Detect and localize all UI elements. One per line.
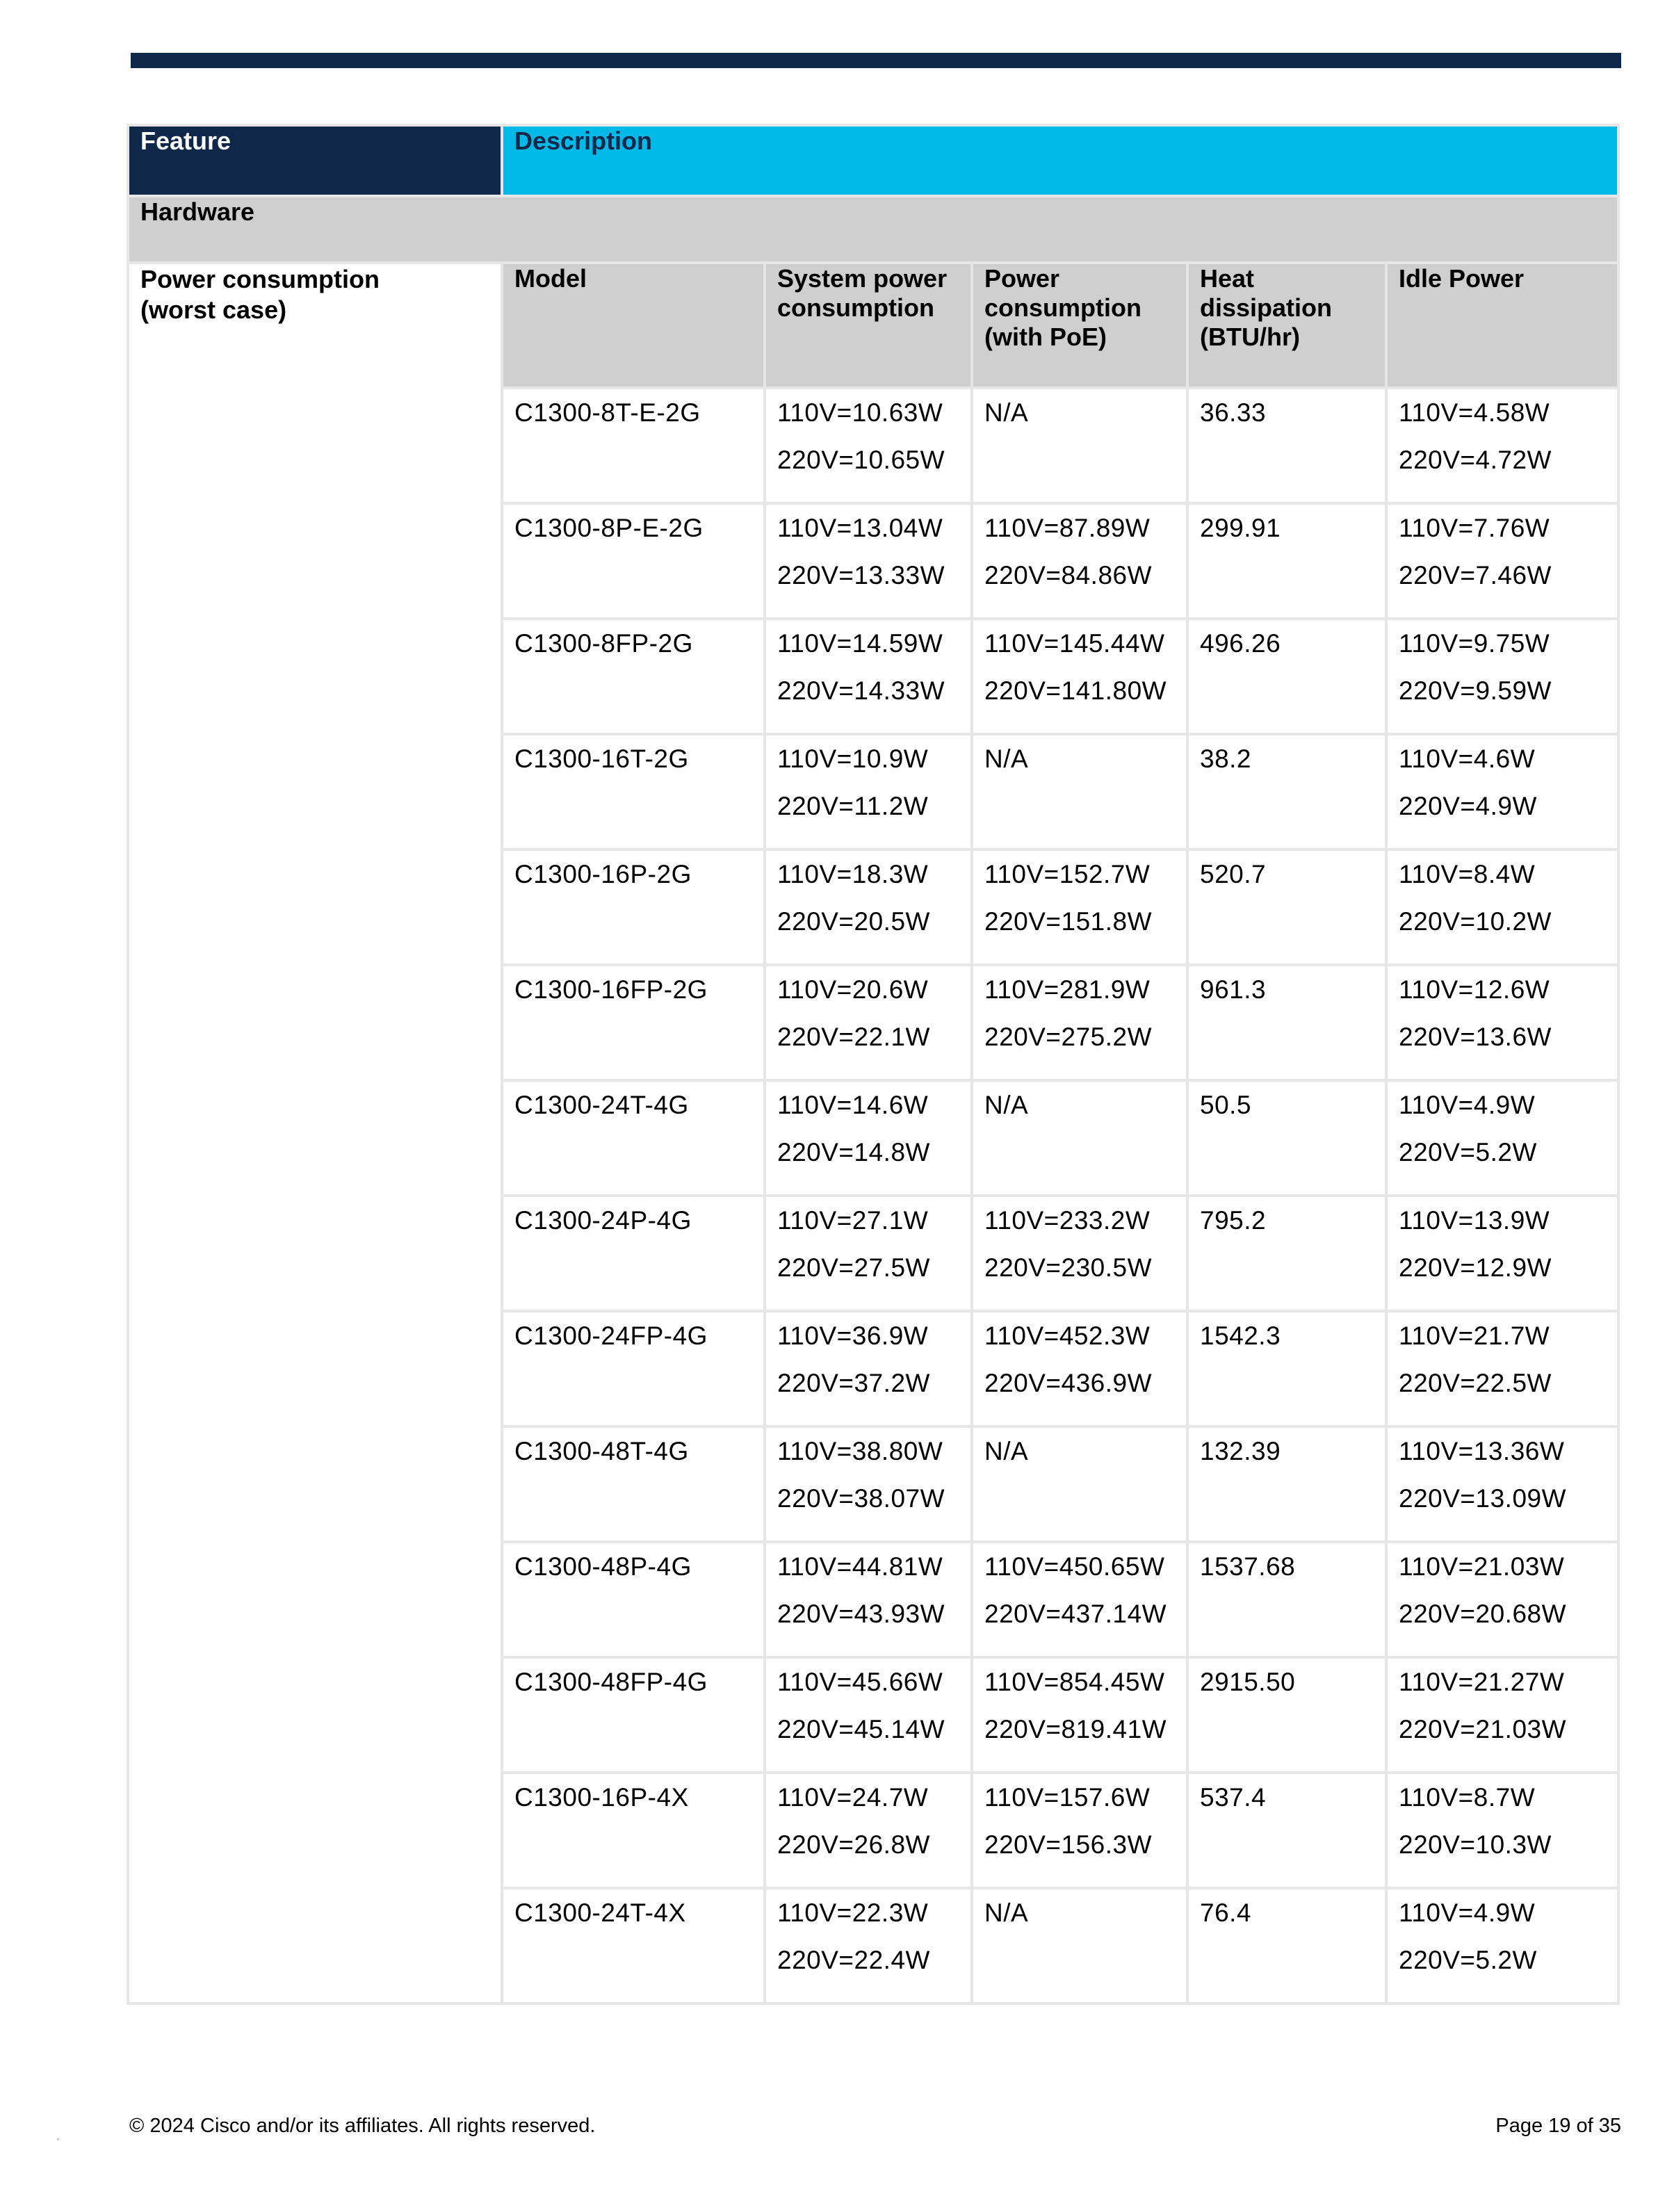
heat-dissipation-cell bbox=[1187, 1773, 1386, 1888]
cell-value: C1300-16T-2G bbox=[514, 745, 689, 773]
section-row bbox=[128, 196, 1618, 263]
idle-power-cell bbox=[1386, 619, 1618, 734]
idle-power-cell bbox=[1386, 1542, 1618, 1657]
cell-value: 110V=9.75W bbox=[1399, 629, 1550, 658]
cell-value: 220V=45.14W bbox=[777, 1715, 945, 1743]
page-number: Page 19 of 35 bbox=[1495, 2115, 1621, 2137]
cell-value: 220V=20.5W bbox=[777, 907, 930, 936]
model-column-header bbox=[502, 263, 765, 388]
power-header-row bbox=[128, 263, 1618, 388]
cell-value: C1300-24T-4G bbox=[514, 1091, 689, 1119]
cell-value: 110V=38.80W bbox=[777, 1437, 943, 1465]
cell-value: 110V=21.27W bbox=[1399, 1668, 1565, 1696]
feature-column-header: Feature bbox=[128, 125, 502, 196]
model-cell bbox=[502, 503, 765, 619]
poe-power-cell bbox=[972, 1542, 1187, 1657]
cell-value: 110V=10.9W bbox=[777, 745, 929, 773]
heat-dissipation-cell bbox=[1187, 965, 1386, 1080]
column-header-line: System power bbox=[777, 264, 948, 293]
model-cell bbox=[502, 1542, 765, 1657]
cell-value: 110V=152.7W bbox=[984, 860, 1151, 888]
cell-value: 110V=233.2W bbox=[984, 1206, 1151, 1235]
cell-value: 220V=819.41W bbox=[984, 1715, 1167, 1743]
heat-dissipation-cell bbox=[1187, 1426, 1386, 1542]
heat-dissipation-cell bbox=[1187, 1657, 1386, 1773]
poe-power-cell bbox=[972, 1657, 1187, 1773]
cell-value: 220V=9.59W bbox=[1399, 676, 1552, 705]
cell-value: 220V=10.65W bbox=[777, 446, 945, 474]
system-power-cell bbox=[765, 734, 972, 849]
cell-value: 110V=281.9W bbox=[984, 975, 1151, 1004]
heat-dissipation-cell bbox=[1187, 619, 1386, 734]
cell-value: 110V=44.81W bbox=[777, 1552, 943, 1581]
system-power-cell bbox=[765, 503, 972, 619]
cell-value: 38.2 bbox=[1200, 745, 1252, 773]
idle-power-cell bbox=[1386, 1196, 1618, 1311]
column-header-line: dissipation bbox=[1200, 293, 1333, 322]
cell-value: 220V=436.9W bbox=[984, 1369, 1153, 1397]
system-power-cell bbox=[765, 849, 972, 965]
cell-value: C1300-48P-4G bbox=[514, 1552, 692, 1581]
poe-power-column-header bbox=[972, 263, 1187, 388]
model-cell bbox=[502, 1773, 765, 1888]
cell-value: 110V=14.59W bbox=[777, 629, 943, 658]
cell-value: 110V=27.1W bbox=[777, 1206, 929, 1235]
system-power-cell bbox=[765, 1888, 972, 2003]
cell-value: 220V=13.33W bbox=[777, 561, 945, 589]
cell-value: 220V=84.86W bbox=[984, 561, 1153, 589]
cell-value: 220V=13.09W bbox=[1399, 1484, 1567, 1513]
model-cell bbox=[502, 388, 765, 503]
cell-value: 1542.3 bbox=[1200, 1321, 1281, 1350]
heat-dissipation-column-header bbox=[1187, 263, 1386, 388]
cell-value: 537.4 bbox=[1200, 1783, 1267, 1812]
cell-value: 110V=18.3W bbox=[777, 860, 929, 888]
cell-value: 220V=4.9W bbox=[1399, 792, 1537, 820]
cell-value: 220V=11.2W bbox=[777, 792, 929, 820]
idle-power-cell bbox=[1386, 1311, 1618, 1426]
heat-dissipation-cell bbox=[1187, 1196, 1386, 1311]
cell-value: 220V=10.2W bbox=[1399, 907, 1552, 936]
cell-value: 132.39 bbox=[1200, 1437, 1281, 1465]
cell-value: 110V=8.4W bbox=[1399, 860, 1536, 888]
column-header-line: consumption bbox=[777, 293, 934, 322]
system-power-cell bbox=[765, 1542, 972, 1657]
cell-value: C1300-24P-4G bbox=[514, 1206, 692, 1235]
cell-value: 110V=4.9W bbox=[1399, 1091, 1536, 1119]
poe-power-cell bbox=[972, 1311, 1187, 1426]
cell-value: C1300-16FP-2G bbox=[514, 975, 708, 1004]
hardware-spec-table bbox=[127, 124, 1620, 2005]
poe-power-cell bbox=[972, 1426, 1187, 1542]
cell-value: 220V=21.03W bbox=[1399, 1715, 1567, 1743]
idle-power-cell bbox=[1386, 1888, 1618, 2003]
poe-power-cell bbox=[972, 619, 1187, 734]
cell-value: 110V=10.63W bbox=[777, 398, 943, 427]
cell-value: 110V=7.76W bbox=[1399, 514, 1550, 542]
description-column-header: Description bbox=[502, 125, 1618, 196]
cell-value: 110V=36.9W bbox=[777, 1321, 929, 1350]
model-cell bbox=[502, 1080, 765, 1196]
cell-value: 110V=13.04W bbox=[777, 514, 943, 542]
cell-value: 220V=156.3W bbox=[984, 1830, 1153, 1859]
cell-value: N/A bbox=[984, 745, 1029, 773]
cell-value: 220V=7.46W bbox=[1399, 561, 1552, 589]
poe-power-cell bbox=[972, 1196, 1187, 1311]
model-cell bbox=[502, 965, 765, 1080]
cell-value: N/A bbox=[984, 1898, 1029, 1927]
model-cell bbox=[502, 1888, 765, 2003]
cell-value: 220V=5.2W bbox=[1399, 1946, 1537, 1974]
cell-value: 110V=12.6W bbox=[1399, 975, 1550, 1004]
copyright-text: © 2024 Cisco and/or its affiliates. All rights reserved. bbox=[129, 2115, 596, 2137]
cell-value: 110V=22.3W bbox=[777, 1898, 929, 1927]
page-mark bbox=[57, 2138, 59, 2140]
cell-value: 220V=22.4W bbox=[777, 1946, 930, 1974]
model-cell bbox=[502, 1196, 765, 1311]
cell-value: 220V=4.72W bbox=[1399, 446, 1552, 474]
cell-value: C1300-48FP-4G bbox=[514, 1668, 708, 1696]
cell-value: 299.91 bbox=[1200, 514, 1281, 542]
system-power-cell bbox=[765, 619, 972, 734]
cell-value: 110V=13.9W bbox=[1399, 1206, 1550, 1235]
idle-power-cell bbox=[1386, 1426, 1618, 1542]
idle-power-cell bbox=[1386, 849, 1618, 965]
cell-value: C1300-48T-4G bbox=[514, 1437, 689, 1465]
cell-value: C1300-8T-E-2G bbox=[514, 398, 701, 427]
cell-value: N/A bbox=[984, 398, 1029, 427]
cell-value: C1300-8FP-2G bbox=[514, 629, 693, 658]
poe-power-cell bbox=[972, 734, 1187, 849]
cell-value: 110V=4.58W bbox=[1399, 398, 1550, 427]
heat-dissipation-cell bbox=[1187, 1888, 1386, 2003]
top-accent-bar bbox=[131, 53, 1621, 68]
column-header-line: (with PoE) bbox=[984, 323, 1107, 351]
idle-power-cell bbox=[1386, 1657, 1618, 1773]
cell-value: 76.4 bbox=[1200, 1898, 1252, 1927]
heat-dissipation-cell bbox=[1187, 1311, 1386, 1426]
system-power-cell bbox=[765, 388, 972, 503]
feature-label-line: Power consumption bbox=[140, 265, 380, 293]
cell-value: 220V=10.3W bbox=[1399, 1830, 1552, 1859]
heat-dissipation-cell bbox=[1187, 388, 1386, 503]
cell-value: 220V=14.8W bbox=[777, 1138, 930, 1166]
model-cell bbox=[502, 734, 765, 849]
cell-value: 110V=452.3W bbox=[984, 1321, 1151, 1350]
column-header-line: Power bbox=[984, 264, 1060, 293]
poe-power-cell bbox=[972, 1080, 1187, 1196]
poe-power-cell bbox=[972, 388, 1187, 503]
cell-value: 220V=437.14W bbox=[984, 1600, 1167, 1628]
system-power-cell bbox=[765, 1426, 972, 1542]
cell-value: 110V=8.7W bbox=[1399, 1783, 1536, 1812]
column-header-line: consumption bbox=[984, 293, 1141, 322]
column-header-line: Heat bbox=[1200, 264, 1255, 293]
cell-value: 220V=20.68W bbox=[1399, 1600, 1567, 1628]
cell-value: 795.2 bbox=[1200, 1206, 1267, 1235]
cell-value: 520.7 bbox=[1200, 860, 1267, 888]
cell-value: 220V=38.07W bbox=[777, 1484, 945, 1513]
cell-value: 220V=14.33W bbox=[777, 676, 945, 705]
idle-power-cell bbox=[1386, 1773, 1618, 1888]
system-power-cell bbox=[765, 1311, 972, 1426]
idle-power-cell bbox=[1386, 965, 1618, 1080]
cell-value: 220V=151.8W bbox=[984, 907, 1153, 936]
model-cell bbox=[502, 1426, 765, 1542]
heat-dissipation-cell bbox=[1187, 1542, 1386, 1657]
system-power-cell bbox=[765, 1657, 972, 1773]
cell-value: 220V=275.2W bbox=[984, 1023, 1153, 1051]
cell-value: 2915.50 bbox=[1200, 1668, 1296, 1696]
cell-value: 110V=450.65W bbox=[984, 1552, 1165, 1581]
cell-value: 220V=13.6W bbox=[1399, 1023, 1552, 1051]
idle-power-cell bbox=[1386, 503, 1618, 619]
heat-dissipation-cell bbox=[1187, 734, 1386, 849]
column-header-line: Idle Power bbox=[1399, 264, 1525, 293]
cell-value: 110V=14.6W bbox=[777, 1091, 929, 1119]
idle-power-cell bbox=[1386, 388, 1618, 503]
cell-value: 110V=854.45W bbox=[984, 1668, 1165, 1696]
cell-value: C1300-24T-4X bbox=[514, 1898, 686, 1927]
column-header-line: Model bbox=[514, 264, 587, 293]
cell-value: 110V=21.03W bbox=[1399, 1552, 1565, 1581]
cell-value: 36.33 bbox=[1200, 398, 1267, 427]
cell-value: 496.26 bbox=[1200, 629, 1281, 658]
cell-value: 110V=21.7W bbox=[1399, 1321, 1550, 1350]
poe-power-cell bbox=[972, 849, 1187, 965]
cell-value: 220V=37.2W bbox=[777, 1369, 930, 1397]
cell-value: 220V=43.93W bbox=[777, 1600, 945, 1628]
cell-value: C1300-8P-E-2G bbox=[514, 514, 704, 542]
cell-value: N/A bbox=[984, 1091, 1029, 1119]
system-power-cell bbox=[765, 1773, 972, 1888]
cell-value: 110V=87.89W bbox=[984, 514, 1151, 542]
model-cell bbox=[502, 849, 765, 965]
section-title: Hardware bbox=[128, 196, 1618, 263]
cell-value: 220V=22.5W bbox=[1399, 1369, 1552, 1397]
model-cell bbox=[502, 1657, 765, 1773]
cell-value: 1537.68 bbox=[1200, 1552, 1296, 1581]
cell-value: C1300-24FP-4G bbox=[514, 1321, 708, 1350]
cell-value: 110V=145.44W bbox=[984, 629, 1165, 658]
idle-power-column-header bbox=[1386, 263, 1618, 388]
cell-value: 220V=22.1W bbox=[777, 1023, 930, 1051]
table-header-row bbox=[128, 125, 1618, 196]
heat-dissipation-cell bbox=[1187, 503, 1386, 619]
cell-value: 220V=141.80W bbox=[984, 676, 1167, 705]
feature-label-line: (worst case) bbox=[140, 295, 287, 324]
system-power-cell bbox=[765, 965, 972, 1080]
cell-value: 110V=24.7W bbox=[777, 1783, 929, 1812]
cell-value: 50.5 bbox=[1200, 1091, 1252, 1119]
poe-power-cell bbox=[972, 503, 1187, 619]
heat-dissipation-cell bbox=[1187, 849, 1386, 965]
cell-value: 110V=4.6W bbox=[1399, 745, 1536, 773]
poe-power-cell bbox=[972, 1888, 1187, 2003]
cell-value: 220V=27.5W bbox=[777, 1253, 930, 1282]
cell-value: N/A bbox=[984, 1437, 1029, 1465]
cell-value: 220V=230.5W bbox=[984, 1253, 1153, 1282]
cell-value: 110V=20.6W bbox=[777, 975, 929, 1004]
cell-value: 220V=5.2W bbox=[1399, 1138, 1537, 1166]
idle-power-cell bbox=[1386, 1080, 1618, 1196]
cell-value: 110V=4.9W bbox=[1399, 1898, 1536, 1927]
system-power-cell bbox=[765, 1080, 972, 1196]
poe-power-cell bbox=[972, 965, 1187, 1080]
heat-dissipation-cell bbox=[1187, 1080, 1386, 1196]
model-cell bbox=[502, 619, 765, 734]
cell-value: C1300-16P-2G bbox=[514, 860, 692, 888]
cell-value: 110V=45.66W bbox=[777, 1668, 943, 1696]
system-power-column-header bbox=[765, 263, 972, 388]
column-header-line: (BTU/hr) bbox=[1200, 323, 1300, 351]
model-cell bbox=[502, 1311, 765, 1426]
poe-power-cell bbox=[972, 1773, 1187, 1888]
cell-value: 110V=13.36W bbox=[1399, 1437, 1565, 1465]
idle-power-cell bbox=[1386, 734, 1618, 849]
system-power-cell bbox=[765, 1196, 972, 1311]
cell-value: 220V=12.9W bbox=[1399, 1253, 1552, 1282]
cell-value: 961.3 bbox=[1200, 975, 1267, 1004]
cell-value: C1300-16P-4X bbox=[514, 1783, 689, 1812]
cell-value: 110V=157.6W bbox=[984, 1783, 1151, 1812]
feature-label-cell bbox=[128, 263, 502, 2003]
cell-value: 220V=26.8W bbox=[777, 1830, 930, 1859]
